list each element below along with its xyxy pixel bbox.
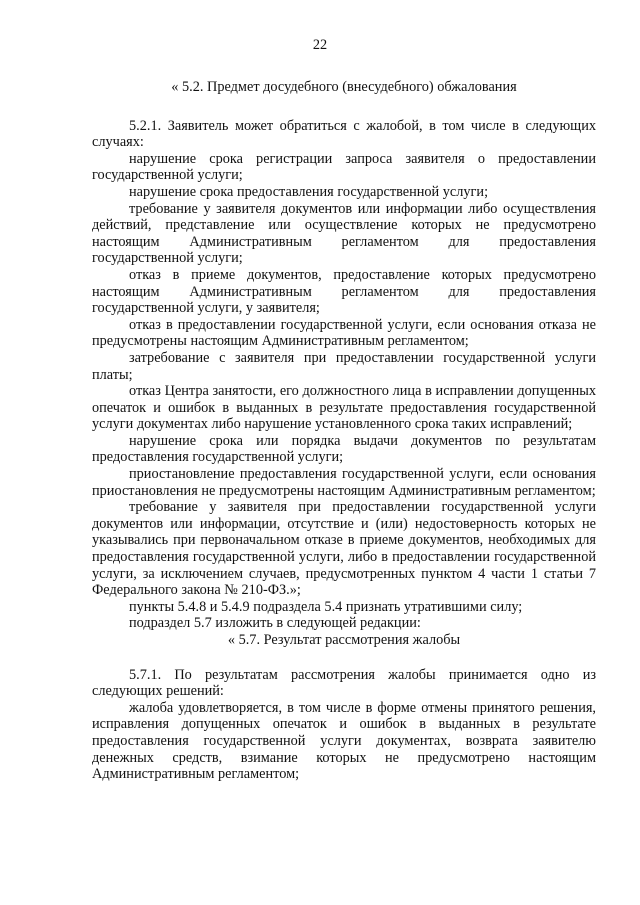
list-item: требование у заявителя при предоставлении государственной услуги документов или информации, отсутствие и (или) недостоверность которых не указывались при первоначальном отказе в приеме документов, необходимых для предоставления государственной услуги, либо в предоставлении государственной услуги, за исключением случаев, предусмотренных пунктом 4 части 1 статьи 7 Федерального закона № 210-ФЗ.»; (92, 499, 596, 599)
section-heading-5-7: « 5.7. Результат рассмотрения жалобы (227, 632, 461, 648)
list-item: нарушение срока предоставления государственной услуги; (129, 183, 489, 200)
amendment-line: пункты 5.4.8 и 5.4.9 подраздела 5.4 признать утратившими силу; (129, 598, 523, 615)
list-item: приостановление предоставления государственной услуги, если основания приостановления не предусмотрены настоящим Административным регламентом; (92, 466, 596, 499)
list-item: отказ в приеме документов, предоставление которых предусмотрено настоящим Административным регламентом для предоставления государственной услуги, у заявителя; (92, 266, 596, 317)
section-heading-5-2: « 5.2. Предмет досудебного (внесудебного) обжалования (171, 79, 517, 95)
list-item: нарушение срока или порядка выдачи документов по результатам предоставления государственной услуги; (92, 432, 596, 466)
list-item: затребование с заявителя при предоставлении государственной услуги платы; (92, 349, 596, 383)
amendment-line: подраздел 5.7 изложить в следующей редакции: (129, 615, 421, 632)
list-item: требование у заявителя документов или информации либо осуществления действий, представление или осуществление которых не предусмотрено настоящим Административным регламентом для предоставления государственной услуги; (92, 200, 596, 267)
paragraph-5-7-1: 5.7.1. По результатам рассмотрения жалобы принимается одно из следующих решений: (92, 666, 596, 700)
list-item: отказ в предоставлении государственной услуги, если основания отказа не предусмотрены настоящим Административным регламентом; (92, 316, 596, 350)
list-item: отказ Центра занятости, его должностного лица в исправлении допущенных опечаток и ошибок в выданных в результате предоставления государственной услуги документах либо нарушение установленного срока таких исправлений; (92, 383, 596, 433)
list-item: жалоба удовлетворяется, в том числе в форме отмены принятого решения, исправления допущенных опечаток и ошибок в выданных в результате предоставления государственной услуги документах, возврата заявителю денежных средств, взимание которых не предусмотрено настоящим Административным регламентом; (92, 699, 596, 783)
paragraph-5-2-1: 5.2.1. Заявитель может обратиться с жалобой, в том числе в следующих случаях: (92, 117, 596, 151)
list-item: нарушение срока регистрации запроса заявителя о предоставлении государственной услуги; (92, 150, 596, 184)
document-body (92, 79, 596, 783)
page-number: 22 (312, 37, 328, 53)
